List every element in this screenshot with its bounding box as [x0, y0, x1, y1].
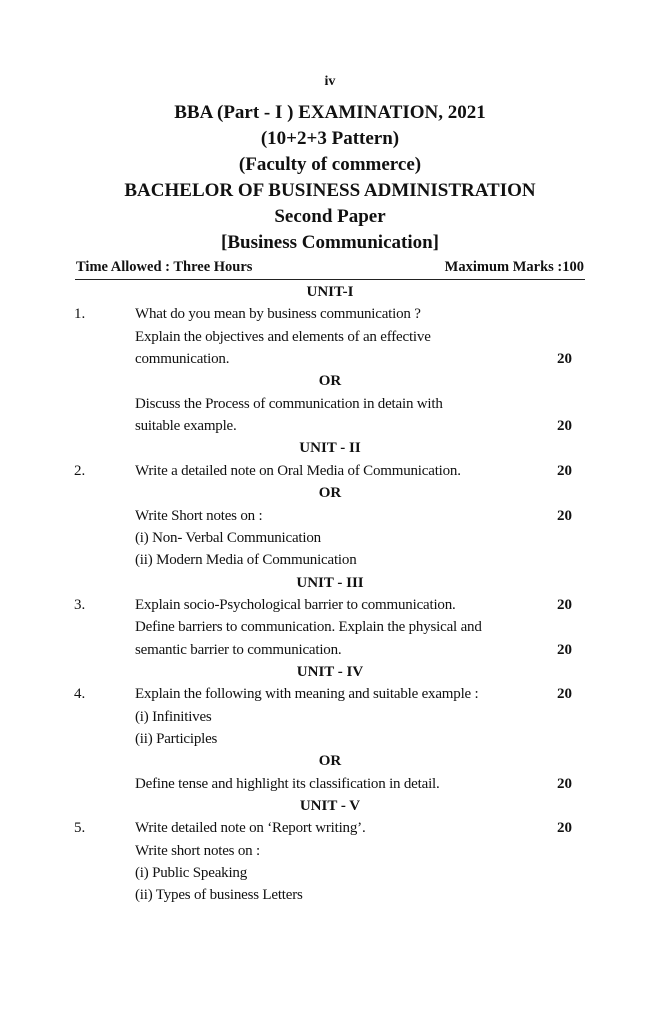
question-marks: 20: [557, 351, 572, 368]
question-text: Write Short notes on :: [135, 507, 263, 524]
section-heading: [0, 750, 660, 772]
question-text: (ii) Participles: [135, 731, 218, 747]
maximum-marks: Maximum Marks :100: [444, 259, 584, 275]
question-text: Discuss the Process of communication in detain with: [135, 395, 443, 412]
question-text: (i) Non- Verbal Communication: [135, 529, 321, 546]
question-text: Write a detailed note on Oral Media of Communication.: [135, 462, 461, 479]
page-number: iv: [324, 74, 336, 89]
question-line: [0, 460, 660, 482]
question-text: Define tense and highlight its classification in detail.: [135, 775, 440, 792]
paper-number: Second Paper: [274, 206, 386, 227]
section-heading: [0, 482, 660, 504]
question-text: (i) Infinitives: [135, 708, 212, 725]
header-divider: [75, 279, 585, 280]
question-line: [0, 706, 660, 728]
section-heading: [0, 437, 660, 459]
question-text: Explain the objectives and elements of an effective: [135, 328, 431, 345]
question-line: [0, 594, 660, 616]
question-marks: 20: [557, 686, 572, 703]
question-line: [0, 773, 660, 795]
question-line: [0, 415, 660, 437]
question-line: [0, 683, 660, 705]
question-marks: 20: [557, 596, 572, 613]
degree-title: BACHELOR OF BUSINESS ADMINISTRATION: [124, 180, 536, 201]
question-marks: 20: [557, 775, 572, 792]
question-text: Write short notes on :: [135, 842, 260, 859]
section-heading: [0, 795, 660, 817]
section-heading: [0, 661, 660, 683]
question-text: semantic barrier to communication.: [135, 641, 342, 658]
faculty: (Faculty of commerce): [238, 154, 422, 175]
heading-text: UNIT - IV: [296, 663, 364, 680]
question-marks: 20: [557, 820, 572, 837]
question-number: 2.: [74, 462, 86, 479]
question-marks: 20: [557, 418, 572, 435]
heading-text: OR: [318, 753, 342, 770]
question-text: (ii) Types of business Letters: [135, 887, 303, 904]
question-line: [0, 527, 660, 549]
question-line: [0, 862, 660, 884]
section-heading: [0, 370, 660, 392]
heading-text: OR: [318, 485, 342, 502]
subject-title: [Business Communication]: [221, 232, 439, 253]
heading-text: UNIT - III: [296, 574, 364, 591]
section-heading: [0, 281, 660, 303]
question-line: [0, 303, 660, 325]
time-allowed: Time Allowed : Three Hours: [76, 259, 253, 275]
question-marks: 20: [557, 462, 572, 479]
question-text: What do you mean by business communication ?: [135, 306, 421, 323]
question-text: Explain the following with meaning and suitable example :: [135, 686, 479, 703]
heading-text: UNIT - V: [299, 798, 361, 815]
heading-text: UNIT-I: [306, 284, 354, 300]
question-number: 5.: [74, 820, 86, 837]
question-line: [0, 817, 660, 839]
heading-text: UNIT - II: [299, 440, 361, 457]
question-text: Write detailed note on ‘Report writing’.: [135, 820, 366, 837]
question-line: [0, 348, 660, 370]
question-line: [0, 639, 660, 661]
heading-text: OR: [318, 373, 342, 390]
question-marks: 20: [557, 641, 572, 658]
question-text: (ii) Modern Media of Communication: [135, 552, 357, 569]
question-line: [0, 549, 660, 571]
section-heading: [0, 572, 660, 594]
question-line: [0, 505, 660, 527]
question-text: Explain socio-Psychological barrier to communication.: [135, 596, 456, 613]
question-line: [0, 616, 660, 638]
question-text: Define barriers to communication. Explain the physical and: [135, 619, 482, 636]
question-number: 1.: [74, 306, 86, 323]
exam-title: BBA (Part - I ) EXAMINATION, 2021: [174, 102, 486, 123]
question-marks: 20: [557, 507, 572, 524]
question-line: [0, 884, 660, 906]
question-number: 3.: [74, 596, 86, 613]
question-line: [0, 840, 660, 862]
question-number: 4.: [74, 686, 86, 703]
question-line: [0, 326, 660, 348]
question-line: [0, 393, 660, 415]
exam-pattern: (10+2+3 Pattern): [260, 128, 400, 149]
question-line: [0, 728, 660, 750]
question-text: suitable example.: [135, 418, 237, 435]
question-text: communication.: [135, 351, 230, 368]
question-text: (i) Public Speaking: [135, 865, 248, 882]
